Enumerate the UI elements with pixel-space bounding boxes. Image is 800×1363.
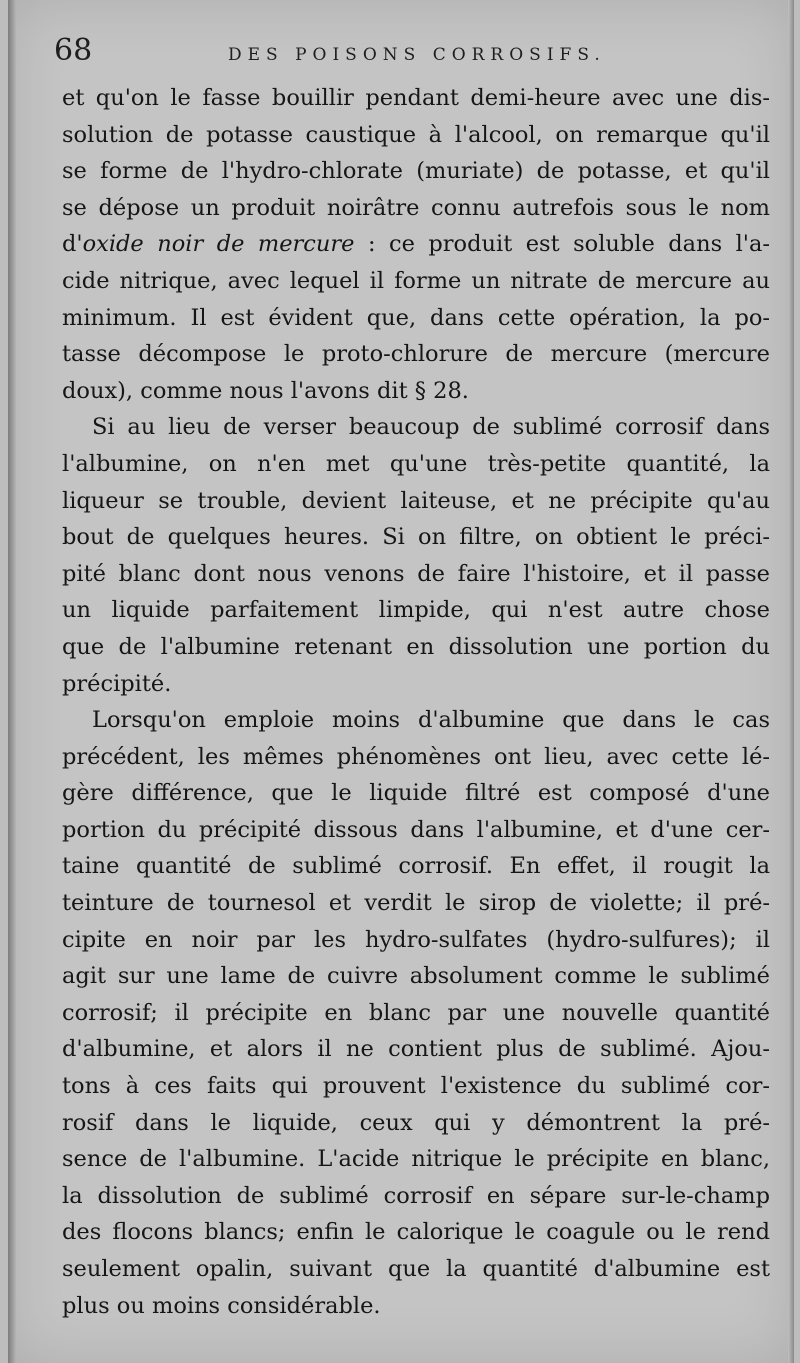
text-line: Si au lieu de verser beaucoup de sublimé corrosif dans [92,414,770,441]
text-line: liqueur se trouble, devient laiteuse, et ne précipite qu'au [62,487,770,514]
text-line: gère différence, que le liquide filtré est composé d'une [62,780,770,807]
text-line: pité blanc dont nous venons de faire l'histoire, et il passe [62,560,770,587]
text-line: que de l'albumine retenant en dissolution une portion du [62,633,770,660]
text-line: un liquide parfaitement limpide, qui n'est autre chose [62,597,770,624]
text-line: l'albumine, on n'en met qu'une très-petite quantité, la [62,450,770,477]
text-line: sence de l'albumine. L'acide nitrique le précipite en blanc, [62,1146,770,1173]
italic-phrase: oxide noir de mercure [82,231,355,258]
running-head: DES POISONS CORROSIFS. [228,45,606,65]
book-page [8,0,794,1363]
paragraph-1 [62,80,770,409]
text-line: seulement opalin, suivant que la quantité d'albumine est [62,1256,770,1282]
text-line: la dissolution de sublimé corrosif en sépare sur-le-champ [62,1182,770,1209]
text-line: cipite en noir par les hydro-sulfates (hydro-sulfures); il [62,926,770,953]
page-number: 68 [54,33,93,68]
text-line: cide nitrique, avec lequel il forme un nitrate de mercure au [62,267,770,294]
text-line: bout de quelques heures. Si on filtre, on obtient le préci- [62,524,770,551]
text-line: teinture de tournesol et verdit le sirop de violette; il pré- [62,890,770,917]
text-line: Lorsqu'on emploie moins d'albumine que dans le cas [92,707,770,734]
text-line: tons à ces faits qui prouvent l'existence du sublimé cor- [62,1073,770,1100]
paragraph-3 [62,702,770,1324]
page-header [54,33,754,83]
text-line: minimum. Il est évident que, dans cette opération, la po- [62,304,770,331]
text-line: tasse décompose le proto-chlorure de mercure (mercure [62,341,770,368]
page-body [62,80,770,1324]
text-line: corrosif; il précipite en blanc par une nouvelle quantité [62,999,770,1026]
text-line: se forme de l'hydro-chlorate (muriate) de potasse, et qu'il [62,158,770,185]
text-line: plus ou moins considérable. [62,1292,381,1319]
text-line: portion du précipité dissous dans l'albumine, et d'une cer- [62,816,770,843]
text-line: précipité. [62,670,172,697]
text-line: solution de potasse caustique à l'alcool, on remarque qu'il [62,121,770,148]
text-line: se dépose un produit noirâtre connu autrefois sous le nom [62,194,770,221]
text-line: rosif dans le liquide, ceux qui y démontrent la pré- [62,1109,770,1136]
text-line-with-italic: d'oxide noir de mercure : ce produit est soluble dans l'a- [62,231,771,258]
text-line: d'albumine, et alors il ne contient plus de sublimé. Ajou- [62,1036,770,1063]
text-line: des flocons blancs; enfin le calorique le coagule ou le rend [62,1219,770,1246]
text-line: agit sur une lame de cuivre absolument comme le sublimé [62,963,770,990]
page-right-edge [788,0,794,1363]
paragraph-2 [62,409,770,702]
text-line: précédent, les mêmes phénomènes ont lieu, avec cette lé- [62,743,770,770]
text-line: taine quantité de sublimé corrosif. En effet, il rougit la [62,853,770,880]
text-line: et qu'on le fasse bouillir pendant demi-heure avec une dis- [62,85,770,111]
text-line: doux), comme nous l'avons dit § 28. [62,377,469,404]
page-left-edge [8,0,16,1363]
